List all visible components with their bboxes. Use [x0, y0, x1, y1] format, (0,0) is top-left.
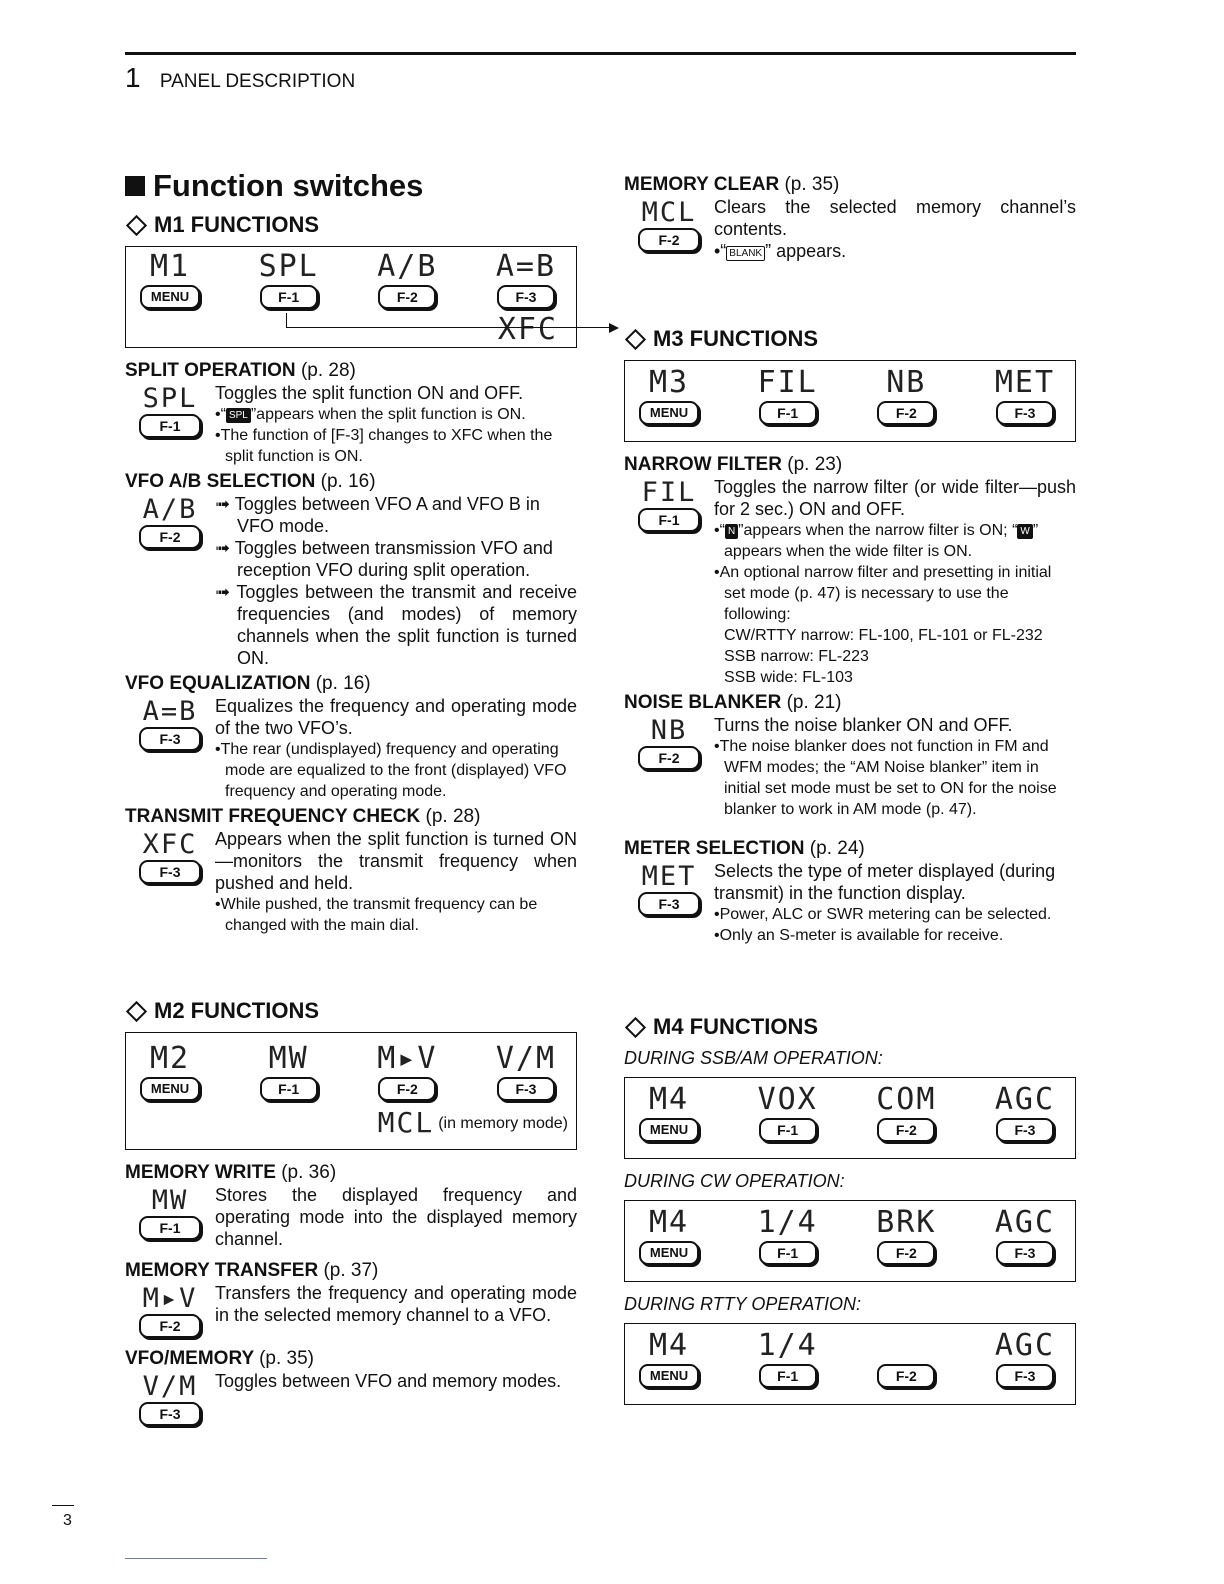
- noise-entry: NB F-2 Turns the noise blanker ON and OFF. •The noise blanker does not function in FM and WFM modes; the “AM Noise blanker” item in initial set mode must be set to ON for the noise blanker to work in AM mode (p. 47).: [624, 714, 1076, 820]
- m4-ssb-lcd-panel: [624, 1077, 1076, 1159]
- mcl-row: [126, 1101, 576, 1141]
- vfoeq-lcd: A=B: [142, 696, 198, 727]
- menu-key[interactable]: MENU: [639, 1241, 699, 1265]
- mclear-title: MEMORY CLEAR (p. 35): [624, 174, 840, 195]
- diamond-icon: [625, 1016, 646, 1037]
- f2-key[interactable]: F-2: [378, 285, 436, 309]
- menu-key[interactable]: MENU: [639, 401, 699, 425]
- f1-key[interactable]: F-1: [139, 414, 201, 438]
- left-column: [125, 168, 577, 1430]
- f3-key[interactable]: F-3: [638, 892, 700, 916]
- fil-lcd: FIL: [641, 477, 697, 508]
- lcd-cell: M4 MENU: [637, 1205, 701, 1265]
- xfc-row: [126, 309, 576, 351]
- txcheck-entry: XFC F-3 Appears when the split function is turned ON—monitors the transmit frequency when pushed and held. •While pushed, the transmit frequency can be changed with the main dial.: [125, 828, 577, 936]
- xfc-label: XFC: [497, 312, 558, 347]
- split-lcd: SPL: [142, 383, 198, 414]
- lcd-cell: FIL F-1: [756, 365, 820, 425]
- vfomem-entry: V/M F-3 Toggles between VFO and memory modes.: [125, 1370, 577, 1426]
- lcd-cell: 1/4 F-1: [756, 1328, 820, 1388]
- f2-key[interactable]: F-2: [877, 1241, 935, 1265]
- lcd-cell: NB F-2: [874, 365, 938, 425]
- f2-key[interactable]: F-2: [877, 1364, 935, 1388]
- met-lcd: MET: [641, 861, 697, 892]
- spl-indicator-icon: SPL: [226, 408, 251, 423]
- mtransfer-title: MEMORY TRANSFER (p. 37): [125, 1260, 379, 1281]
- split-entry: SPL F-1 Toggles the split function ON and OFF. •“ SPL ”appears when the split function is ON. •The function of [F-3] changes to XFC when the split function is ON.: [125, 382, 577, 467]
- m3-title: M3 FUNCTIONS: [624, 326, 1076, 352]
- f2-key[interactable]: F-2: [877, 1118, 935, 1142]
- square-bullet-icon: [125, 176, 145, 196]
- lcd-cell: COM F-2: [874, 1082, 938, 1142]
- m1-title: M1 FUNCTIONS: [125, 212, 577, 238]
- f1-key[interactable]: F-1: [759, 1241, 817, 1265]
- diamond-icon: [126, 214, 147, 235]
- meter-entry: MET F-3 Selects the type of meter displayed (during transmit) in the function display. •Power, ALC or SWR metering can be selected. •Only an S-meter is available for receive.: [624, 860, 1076, 946]
- vfoeq-entry: A=B F-3 Equalizes the frequency and operating mode of the two VFO’s. •The rear (undisplayed) frequency and operating mode are equalized to the front (displayed) VFO frequency and operating mode.: [125, 695, 577, 802]
- vfoeq-title: VFO EQUALIZATION (p. 16): [125, 673, 371, 694]
- lcd-cell: M4 MENU: [637, 1082, 701, 1142]
- lcd-cell: A=B F-3: [494, 249, 558, 309]
- f1-key[interactable]: F-1: [139, 1216, 201, 1240]
- menu-key[interactable]: MENU: [639, 1364, 699, 1388]
- mwrite-title: MEMORY WRITE (p. 36): [125, 1162, 337, 1183]
- lcd-cell: AGC F-3: [993, 1328, 1057, 1388]
- mtransfer-entry: M▸V F-2 Transfers the frequency and operating mode in the selected memory channel to a VFO.: [125, 1282, 577, 1338]
- f2-key[interactable]: F-2: [877, 401, 935, 425]
- page-number-rule: [52, 1505, 74, 1506]
- narrow-title: NARROW FILTER (p. 23): [624, 454, 843, 475]
- mcl-label: MCL: [377, 1106, 435, 1139]
- page-number: 3: [63, 1512, 72, 1529]
- f1-key[interactable]: F-1: [759, 1364, 817, 1388]
- f2-key[interactable]: F-2: [139, 525, 201, 549]
- vfoab-entry: A/B F-2 ➟ Toggles between VFO A and VFO B in VFO mode. ➟ Toggles between transmission VFO and reception VFO during split operation. ➟ Toggles between the transmit and receive frequencies (and modes) of memory channels when the split function is turned ON.: [125, 493, 577, 669]
- m4-title: M4 FUNCTIONS: [624, 1014, 1076, 1040]
- narrow-indicator-icon: N: [725, 524, 738, 539]
- lcd-cell: AGC F-3: [993, 1082, 1057, 1142]
- mclear-entry: MCL F-2 Clears the selected memory channel’s contents. •“ BLANK ” appears.: [624, 196, 1076, 262]
- right-column: [624, 172, 1076, 1417]
- vm-lcd: V/M: [142, 1371, 198, 1402]
- lcd-cell: 1/4 F-1: [756, 1205, 820, 1265]
- vfomem-title: VFO/MEMORY (p. 35): [125, 1348, 314, 1369]
- f3-key[interactable]: F-3: [996, 1118, 1054, 1142]
- meter-title: METER SELECTION (p. 24): [624, 838, 865, 859]
- f3-key[interactable]: F-3: [996, 1241, 1054, 1265]
- f3-key[interactable]: F-3: [497, 1077, 555, 1101]
- diamond-icon: [625, 328, 646, 349]
- vfoab-title: VFO A/B SELECTION (p. 16): [125, 471, 376, 492]
- lcd-cell: A/B F-2: [375, 249, 439, 309]
- arrow-icon: [286, 313, 609, 328]
- lcd-cell: MW F-1: [257, 1041, 321, 1101]
- section-title: Function switches: [125, 168, 577, 204]
- blank-indicator-icon: BLANK: [726, 246, 765, 261]
- m4-rtty-lcd-panel: [624, 1323, 1076, 1405]
- chapter-number: 1: [125, 62, 141, 93]
- lcd-cell: M▸V F-2: [375, 1041, 439, 1101]
- m1-lcd-panel: [125, 246, 577, 348]
- lcd-cell: M4 MENU: [637, 1328, 701, 1388]
- mw-lcd: MW: [151, 1185, 189, 1216]
- lcd-cell: BRK F-2: [874, 1205, 938, 1265]
- f1-key[interactable]: F-1: [260, 285, 318, 309]
- lcd-cell: M1 MENU: [138, 249, 202, 309]
- nb-lcd: NB: [650, 715, 688, 746]
- diamond-icon: [126, 1000, 147, 1021]
- xfc-lcd: XFC: [142, 829, 198, 860]
- f3-key[interactable]: F-3: [996, 1364, 1054, 1388]
- narrow-entry: FIL F-1 Toggles the narrow filter (or wide filter—push for 2 sec.) ON and OFF. •“ N ”appears when the narrow filter is ON; “ W ” appears when the wide filter is ON. •An optional narrow filter and presetting in initial set mode (p. 47) is necessary to use the following: CW/RTTY narrow: FL-100, FL-101 or FL-232 SSB narrow: FL-223 SSB wide: FL-103: [624, 476, 1076, 688]
- lcd-cell: AGC F-3: [993, 1205, 1057, 1265]
- mwrite-entry: MW F-1 Stores the displayed frequency and operating mode into the displayed memory channel.: [125, 1184, 577, 1250]
- lcd-cell: M3 MENU: [637, 365, 701, 425]
- ssb-heading: DURING SSB/AM OPERATION:: [624, 1048, 883, 1068]
- menu-key[interactable]: MENU: [140, 285, 200, 309]
- chapter-header: [125, 62, 355, 94]
- f3-key[interactable]: F-3: [996, 401, 1054, 425]
- f3-key[interactable]: F-3: [497, 285, 555, 309]
- txcheck-title: TRANSMIT FREQUENCY CHECK (p. 28): [125, 806, 481, 827]
- vfoab-lcd: A/B: [142, 494, 198, 525]
- f1-key[interactable]: F-1: [260, 1077, 318, 1101]
- mcl-note: (in memory mode): [438, 1115, 568, 1132]
- lcd-cell: MET F-3: [993, 365, 1057, 425]
- cw-heading: DURING CW OPERATION:: [624, 1171, 845, 1191]
- lcd-cell: V/M F-3: [494, 1041, 558, 1101]
- f3-key[interactable]: F-3: [139, 860, 201, 884]
- m2-lcd-panel: [125, 1032, 577, 1150]
- chapter-title: PANEL DESCRIPTION: [159, 71, 356, 92]
- f2-key[interactable]: F-2: [638, 746, 700, 770]
- footer-rule: [125, 1558, 267, 1559]
- f3-key[interactable]: F-3: [139, 727, 201, 751]
- m4-cw-lcd-panel: [624, 1200, 1076, 1282]
- lcd-cell: SPL F-1: [257, 249, 321, 309]
- f2-key[interactable]: F-2: [638, 228, 700, 252]
- menu-key[interactable]: MENU: [639, 1118, 699, 1142]
- f2-key[interactable]: F-2: [378, 1077, 436, 1101]
- header-rule: [125, 52, 1076, 55]
- menu-key[interactable]: MENU: [140, 1077, 200, 1101]
- f2-key[interactable]: F-2: [139, 1314, 201, 1338]
- mcl-lcd: MCL: [641, 197, 697, 228]
- lcd-cell: [874, 1328, 938, 1388]
- split-title: SPLIT OPERATION (p. 28): [125, 360, 356, 381]
- f1-key[interactable]: F-1: [759, 401, 817, 425]
- f1-key[interactable]: F-1: [759, 1118, 817, 1142]
- rtty-heading: DURING RTTY OPERATION:: [624, 1294, 862, 1314]
- lcd-cell: VOX F-1: [756, 1082, 820, 1142]
- wide-indicator-icon: W: [1017, 524, 1032, 539]
- m3-lcd-panel: [624, 360, 1076, 442]
- mv-lcd: M▸V: [142, 1283, 198, 1314]
- m2-title: M2 FUNCTIONS: [125, 998, 577, 1024]
- f1-key[interactable]: F-1: [638, 508, 700, 532]
- noise-title: NOISE BLANKER (p. 21): [624, 692, 842, 713]
- lcd-cell: M2 MENU: [138, 1041, 202, 1101]
- f3-key[interactable]: F-3: [139, 1402, 201, 1426]
